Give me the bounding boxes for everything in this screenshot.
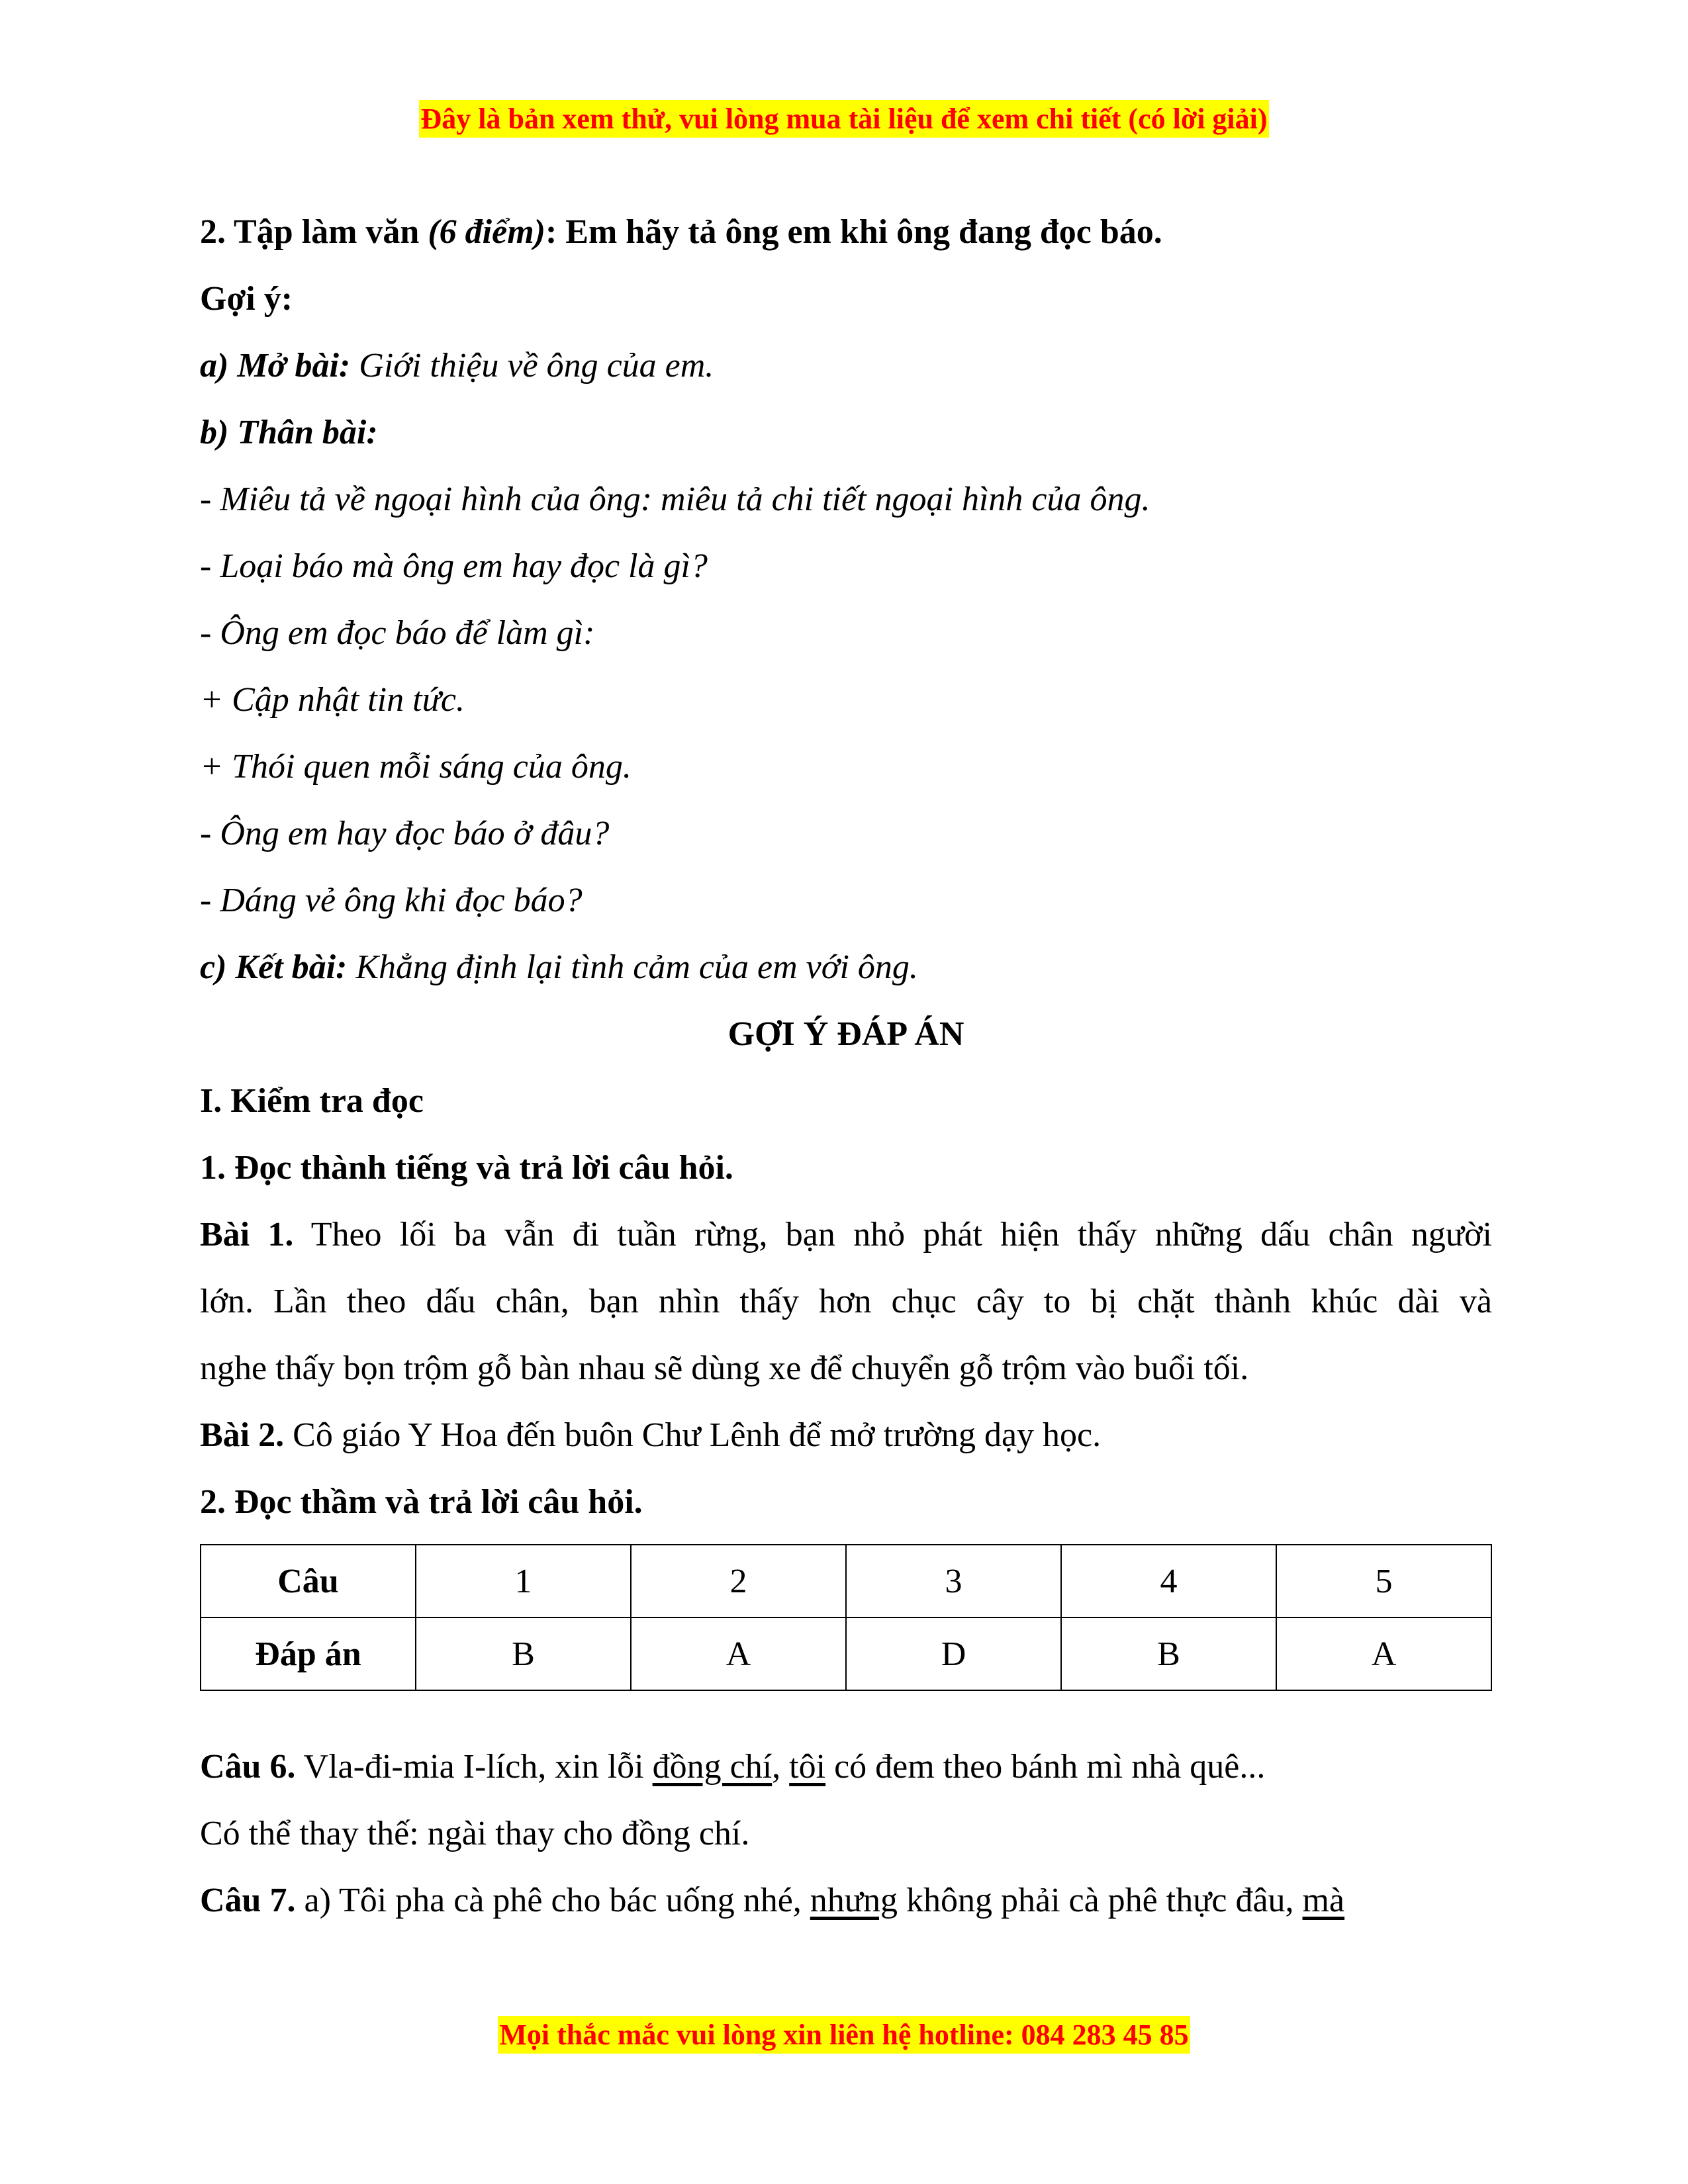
answer-table bbox=[200, 1544, 1492, 1691]
section-reading-check: I. Kiểm tra đọc bbox=[200, 1082, 424, 1120]
cau6-text: , bbox=[772, 1748, 790, 1786]
mo-bai-label: a) Mở bài: bbox=[200, 347, 351, 385]
ket-bai-label: c) Kết bài: bbox=[200, 948, 348, 986]
hotline-banner bbox=[0, 2021, 1688, 2050]
essay-points: (6 điểm) bbox=[428, 213, 545, 251]
subsection-read-aloud: 1. Đọc thành tiếng và trả lời câu hỏi. bbox=[200, 1149, 733, 1187]
cau6-label: Câu 6. bbox=[200, 1748, 296, 1786]
answer-key-cell: B bbox=[1061, 1617, 1276, 1690]
bai1-line: nghe thấy bọn trộm gỗ bàn nhau sẽ dùng xe để chuyển gỗ trộm vào buổi tối. bbox=[200, 1349, 1249, 1387]
than-bai-item: + Thói quen mỗi sáng của ông. bbox=[200, 748, 632, 786]
ket-bai-line bbox=[200, 934, 1492, 1001]
mo-bai-line bbox=[200, 332, 1492, 399]
question-number-cell: 1 bbox=[416, 1545, 631, 1617]
question-number-cell: 3 bbox=[846, 1545, 1061, 1617]
answer-key-cell: A bbox=[1276, 1617, 1491, 1690]
than-bai-label: b) Thân bài: bbox=[200, 414, 378, 451]
question-number-cell: 4 bbox=[1061, 1545, 1276, 1617]
preview-notice-banner bbox=[0, 105, 1688, 134]
cau6-underlined-word: đồng chí bbox=[652, 1748, 773, 1786]
essay-title bbox=[200, 199, 1492, 265]
table-header-cell: Đáp án bbox=[201, 1617, 416, 1690]
cau6-note: Có thể thay thế: ngài thay cho đồng chí. bbox=[200, 1815, 750, 1852]
than-bai-item: + Cập nhật tin tức. bbox=[200, 681, 465, 719]
than-bai-item: - Ông em đọc báo để làm gì: bbox=[200, 614, 595, 652]
bai1-text: Theo lối ba vẫn đi tuần rừng, bạn nhỏ phát hiện thấy những dấu chân người bbox=[293, 1216, 1492, 1253]
bai1-label: Bài 1. bbox=[200, 1216, 294, 1253]
essay-prompt: : Em hãy tả ông em khi ông đang đọc báo. bbox=[545, 213, 1162, 251]
document-body bbox=[200, 199, 1492, 1934]
cau7-underlined-word: mà bbox=[1302, 1882, 1345, 1919]
cau6-line bbox=[200, 1733, 1492, 1800]
essay-label: 2. Tập làm văn bbox=[200, 213, 428, 251]
cau7-underlined-word: nhưng bbox=[810, 1882, 898, 1919]
table-row bbox=[201, 1545, 1491, 1617]
ket-bai-text: Khẳng định lại tình cảm của em với ông. bbox=[347, 948, 918, 986]
cau6-text: có đem theo bánh mì nhà quê... bbox=[825, 1748, 1266, 1786]
bai1-line bbox=[200, 1201, 1492, 1268]
hotline-text: Mọi thắc mắc vui lòng xin liên hệ hotline: 084 283 45 85 bbox=[498, 2016, 1190, 2054]
subsection-silent-reading: 2. Đọc thầm và trả lời câu hỏi. bbox=[200, 1483, 643, 1521]
answer-key-cell: D bbox=[846, 1617, 1061, 1690]
than-bai-item: - Dáng vẻ ông khi đọc báo? bbox=[200, 882, 583, 919]
than-bai-item: - Loại báo mà ông em hay đọc là gì? bbox=[200, 547, 708, 585]
question-number-cell: 5 bbox=[1276, 1545, 1491, 1617]
answer-key-cell: A bbox=[631, 1617, 846, 1690]
bai1-line: lớn. Lần theo dấu chân, bạn nhìn thấy hơn chục cây to bị chặt thành khúc dài và bbox=[200, 1283, 1492, 1320]
than-bai-item: - Ông em hay đọc báo ở đâu? bbox=[200, 815, 610, 852]
bai2-line bbox=[200, 1402, 1492, 1469]
cau6-underlined-word: tôi bbox=[789, 1748, 826, 1786]
bai2-text: Cô giáo Y Hoa đến buôn Chư Lênh để mở trường dạy học. bbox=[284, 1416, 1102, 1454]
bai2-label: Bài 2. bbox=[200, 1416, 285, 1454]
answer-key-cell: B bbox=[416, 1617, 631, 1690]
preview-notice-text: Đây là bản xem thử, vui lòng mua tài liệu để xem chi tiết (có lời giải) bbox=[419, 100, 1268, 138]
cau7-label: Câu 7. bbox=[200, 1882, 296, 1919]
cau7-text: a) Tôi pha cà phê cho bác uống nhé, bbox=[295, 1882, 810, 1919]
cau6-text: Vla-đi-mia I-lích, xin lỗi bbox=[295, 1748, 653, 1786]
table-row bbox=[201, 1617, 1491, 1690]
answers-heading: GỢI Ý ĐÁP ÁN bbox=[727, 1015, 964, 1053]
mo-bai-text: Giới thiệu về ông của em. bbox=[350, 347, 714, 385]
question-number-cell: 2 bbox=[631, 1545, 846, 1617]
hint-label: Gợi ý: bbox=[200, 280, 293, 318]
cau7-text: không phải cà phê thực đâu, bbox=[897, 1882, 1303, 1919]
table-header-cell: Câu bbox=[201, 1545, 416, 1617]
than-bai-item: - Miêu tả về ngoại hình của ông: miêu tả chi tiết ngoại hình của ông. bbox=[200, 480, 1150, 518]
spacer bbox=[200, 1691, 1492, 1733]
cau7-line bbox=[200, 1867, 1492, 1934]
